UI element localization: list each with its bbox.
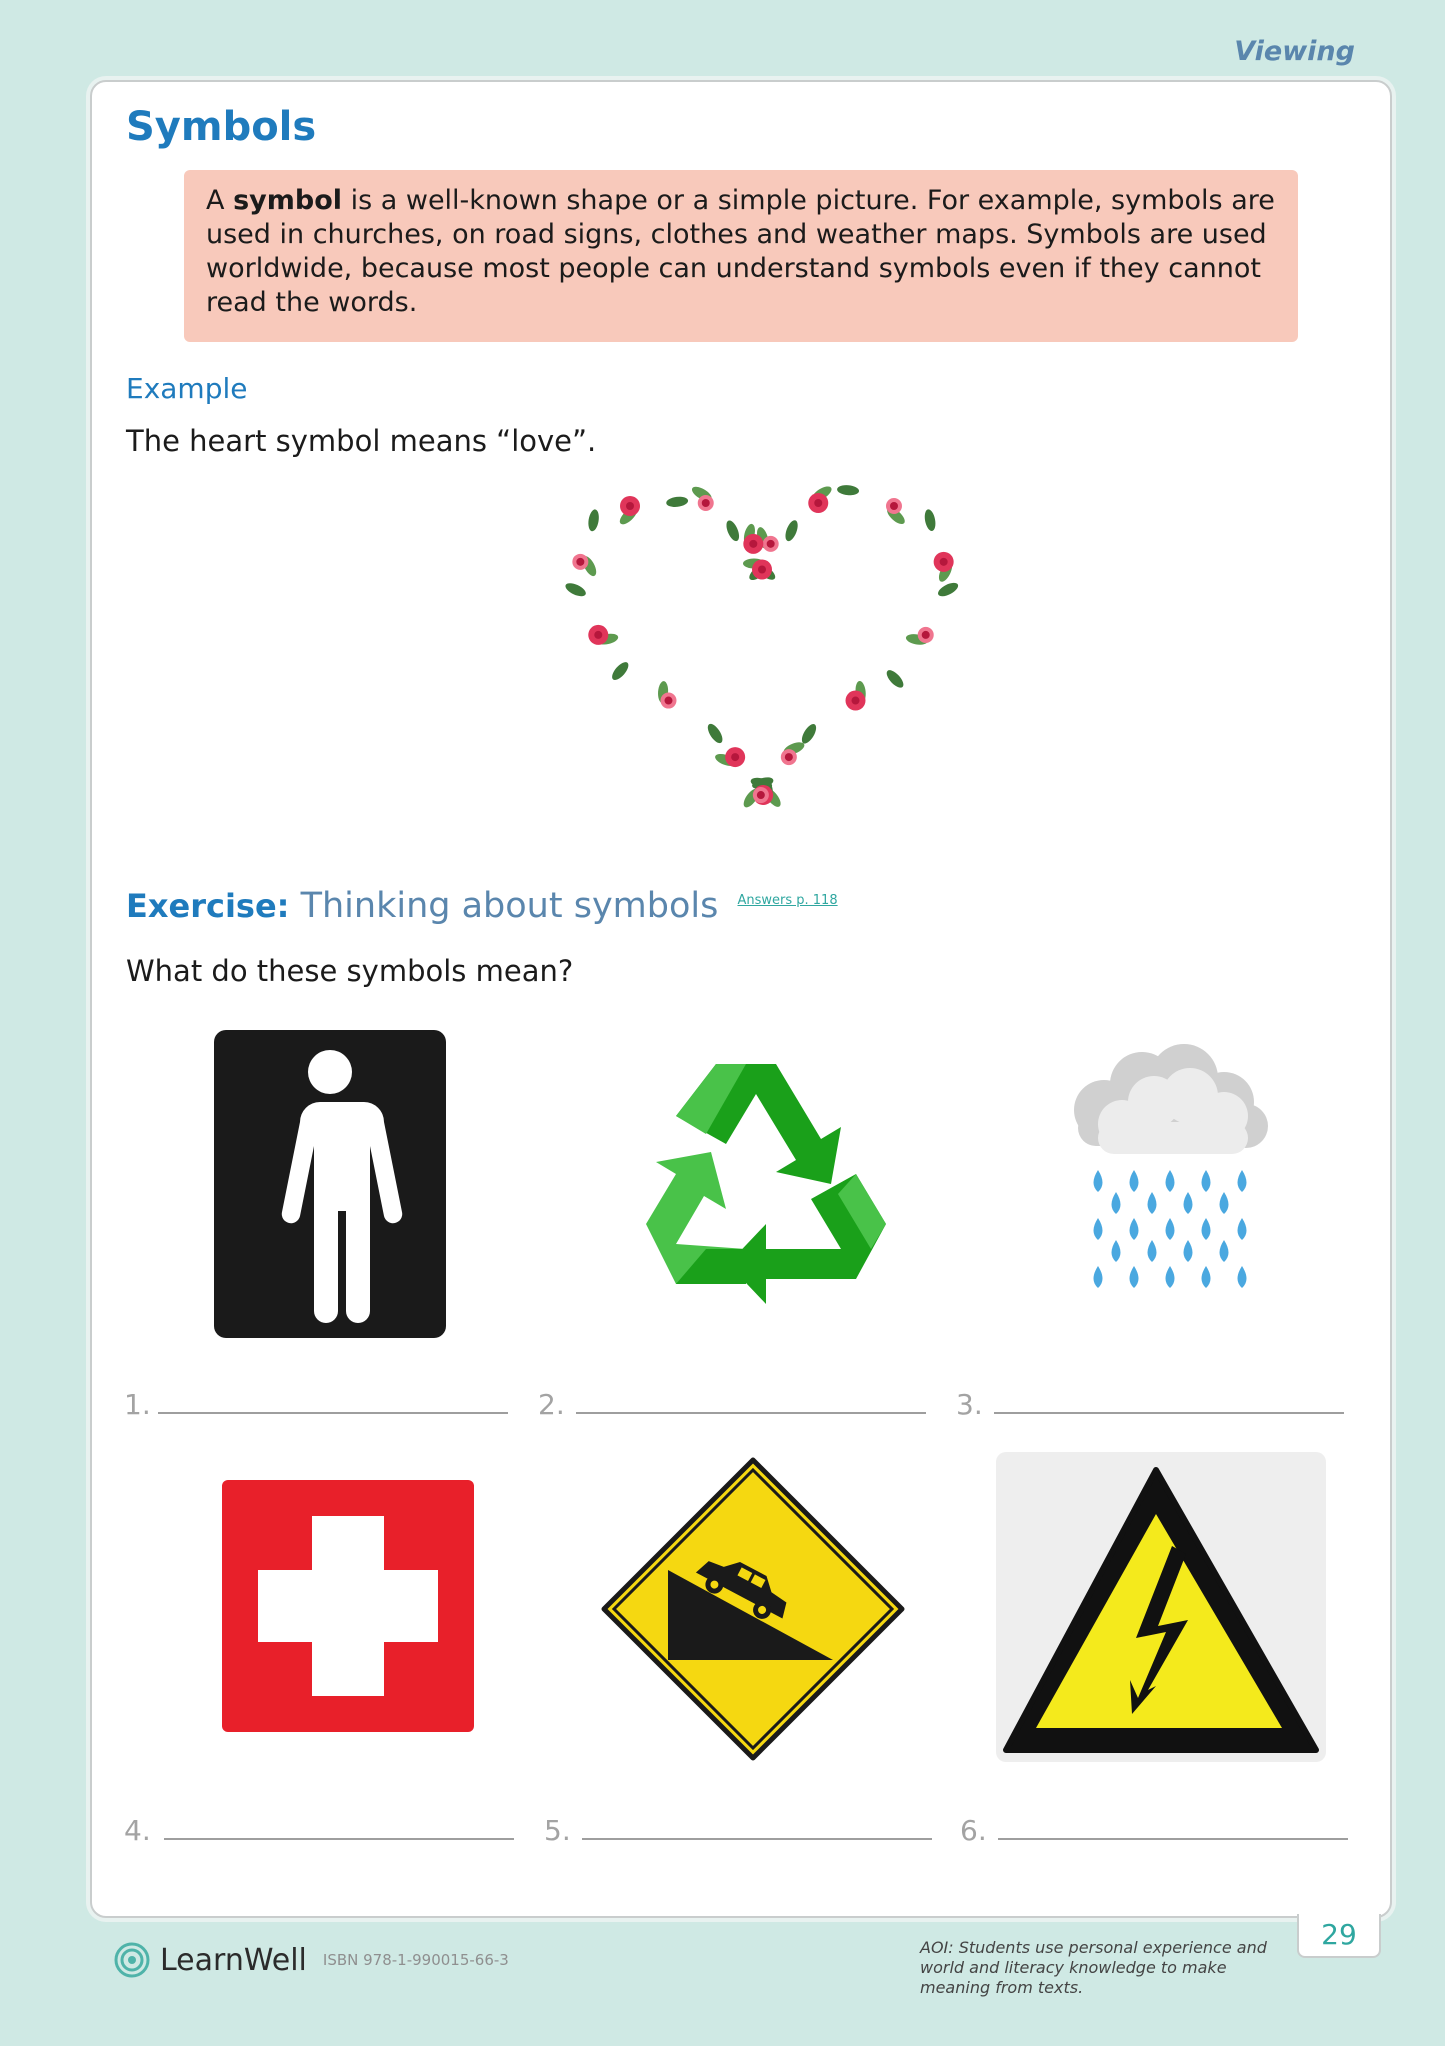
example-label: Example [126,372,248,405]
answer-line-1[interactable] [158,1412,508,1414]
first-aid-cross-icon [222,1480,474,1732]
high-voltage-warning-icon [996,1452,1326,1762]
exercise-name: Thinking about symbols [300,886,719,926]
answer-line-3[interactable] [994,1412,1344,1414]
section-tag: Viewing [1234,36,1355,67]
example-text: The heart symbol means “love”. [126,424,597,458]
answer-line-4[interactable] [164,1838,514,1840]
exercise-question: What do these symbols mean? [126,954,574,988]
page-title: Symbols [126,104,317,150]
answer-number-3: 3. [956,1388,983,1421]
footer-brand [114,1942,509,1978]
steep-hill-sign-icon [598,1454,908,1764]
answers-link[interactable]: Answers p. 118 [737,893,838,909]
isbn: ISBN 978-1-990015-66-3 [322,1951,509,1969]
aoi-note: AOI: Students use personal experience and world and literacy knowledge to make meaning from texts. [920,1938,1267,1997]
answer-number-5: 5. [544,1814,571,1847]
answer-number-1: 1. [124,1388,151,1421]
learnwell-logo-icon [114,1942,150,1978]
definition-keyword: symbol [233,185,342,216]
rain-cloud-icon [1058,1044,1278,1314]
answer-line-2[interactable] [576,1412,926,1414]
answer-number-4: 4. [124,1814,151,1847]
answer-line-6[interactable] [998,1838,1348,1840]
definition-box [184,170,1298,342]
answer-line-5[interactable] [582,1838,932,1840]
recycle-icon [616,1044,906,1324]
page-number: 29 [1297,1914,1381,1958]
exercise-title [126,886,838,926]
brand-name: LearnWell [160,1942,307,1978]
male-restroom-icon [214,1030,446,1338]
answer-number-6: 6. [960,1814,987,1847]
definition-prefix: A [206,185,234,216]
page-card [90,80,1392,1918]
definition-text: is a well-known shape or a simple picture. For example, symbols are used in churches, on road signs, clothes and weather maps. Symbols are used worldwide, because most people can understand symbols even if they cannot read the words. [206,185,1275,318]
exercise-lead: Exercise: [126,887,290,925]
rose-heart-image [552,472,972,812]
answer-number-2: 2. [538,1388,565,1421]
